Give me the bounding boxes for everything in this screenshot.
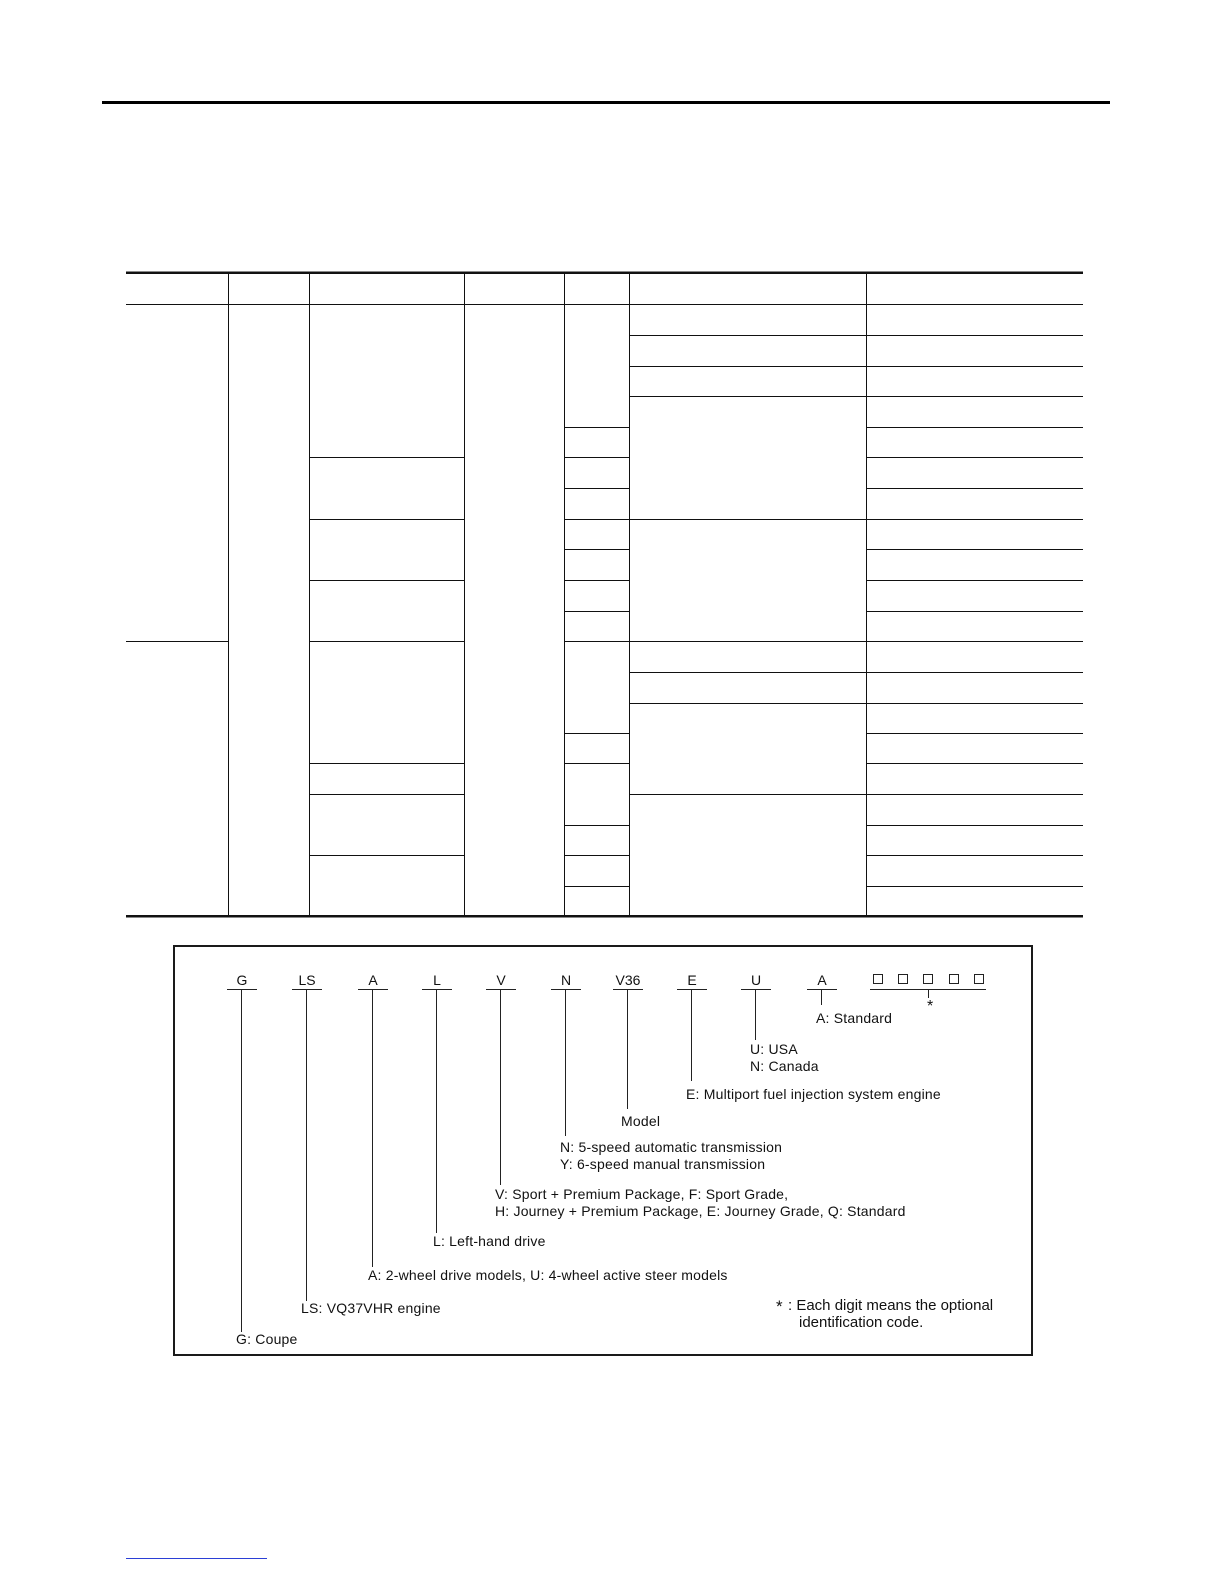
code-ls: LS bbox=[298, 972, 316, 988]
label-standard: A: Standard bbox=[816, 1010, 893, 1026]
code-a: A bbox=[368, 972, 378, 988]
code-g: G bbox=[236, 972, 248, 988]
label-steer: A: 2-wheel drive models, U: 4-wheel active steer models bbox=[368, 1267, 728, 1283]
note-line-1: : Each digit means the optional bbox=[788, 1297, 994, 1314]
code-l: L bbox=[433, 972, 441, 988]
label-trans-auto: N: 5-speed automatic transmission bbox=[560, 1139, 783, 1155]
option-box bbox=[974, 974, 984, 984]
label-grade-1: V: Sport + Premium Package, F: Sport Grade, bbox=[495, 1186, 789, 1202]
label-grade-2: H: Journey + Premium Package, E: Journey Grade, Q: Standard bbox=[495, 1203, 906, 1219]
option-box bbox=[923, 974, 933, 984]
code-v: V bbox=[496, 972, 506, 988]
code-u: U bbox=[750, 972, 762, 988]
option-box bbox=[949, 974, 959, 984]
label-body: G: Coupe bbox=[236, 1331, 298, 1347]
note-star: * bbox=[776, 1297, 783, 1316]
code-e: E bbox=[687, 972, 697, 988]
option-box bbox=[898, 974, 908, 984]
code-v36: V36 bbox=[615, 972, 641, 988]
label-usa: U: USA bbox=[750, 1041, 798, 1057]
label-canada: N: Canada bbox=[750, 1058, 819, 1074]
label-engine: LS: VQ37VHR engine bbox=[301, 1300, 441, 1316]
label-engine-type: E: Multiport fuel injection system engine bbox=[686, 1086, 941, 1102]
vin-code-diagram bbox=[173, 945, 1033, 1356]
note-line-2: identification code. bbox=[799, 1314, 924, 1331]
label-trans-manual: Y: 6-speed manual transmission bbox=[560, 1156, 766, 1172]
option-box bbox=[873, 974, 883, 984]
code-a2: A bbox=[817, 972, 827, 988]
label-drive: L: Left-hand drive bbox=[433, 1233, 546, 1249]
label-model: Model bbox=[621, 1113, 661, 1129]
code-n: N bbox=[560, 972, 572, 988]
footer-link-underline[interactable] bbox=[126, 1558, 267, 1559]
star-marker: * bbox=[927, 998, 934, 1015]
